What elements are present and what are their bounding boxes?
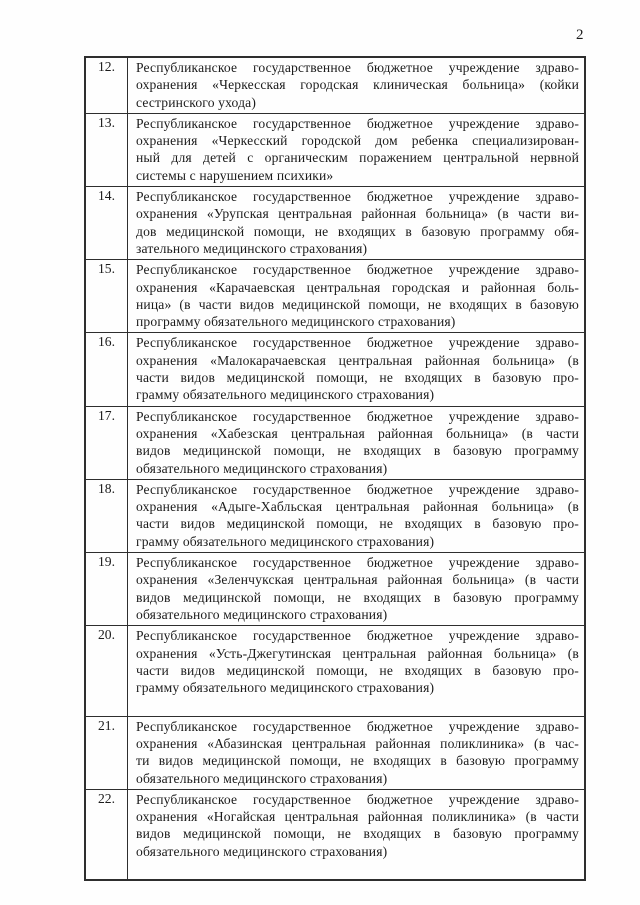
- institution-name: [128, 333, 584, 405]
- text-line: охранения «Карачаевская центральная городская и районная боль-: [136, 279, 579, 295]
- text-line: ти видов медицинской помощи, не входящих в базовую программу: [136, 753, 579, 769]
- table-row: [86, 260, 584, 333]
- text-line: Республиканское государственное бюджетное учреждение здраво-: [136, 115, 579, 131]
- text-line: обязательного медицинского страхования): [136, 460, 388, 476]
- text-line: системы с нарушением психики»: [136, 167, 334, 183]
- text-line: Республиканское государственное бюджетное учреждение здраво-: [136, 555, 579, 571]
- table-row: [86, 717, 584, 790]
- text-line: Республиканское государственное бюджетное учреждение здраво-: [136, 791, 579, 807]
- text-line: сестринского ухода): [136, 94, 257, 110]
- text-line: обязательного медицинского страхования): [136, 606, 388, 622]
- table-row: [86, 626, 584, 716]
- institution-name: [128, 480, 584, 552]
- row-number: 15.: [86, 260, 128, 332]
- text-line: Республиканское государственное бюджетное учреждение здраво-: [136, 60, 579, 75]
- text-line: охранения «Черкесская городская клиническая больница» (койки: [136, 77, 579, 93]
- table-row: [86, 58, 584, 114]
- text-line: охранения «Усть-Джегутинская центральная районная больница» (в: [136, 645, 579, 661]
- institution-name: [128, 790, 584, 879]
- text-line: ный для детей с органическим поражением центральной нервной: [136, 150, 579, 166]
- text-line: грамму обязательного медицинского страхования): [136, 387, 435, 403]
- institution-name: [128, 553, 584, 625]
- row-number: 14.: [86, 187, 128, 259]
- text-line: зательного медицинского страхования): [136, 240, 368, 256]
- text-line: части видов медицинской помощи, не входящих в базовую про-: [136, 370, 579, 386]
- text-line: части видов медицинской помощи, не входящих в базовую про-: [136, 662, 579, 678]
- institution-name: [128, 260, 584, 332]
- text-line: Республиканское государственное бюджетное учреждение здраво-: [136, 481, 579, 497]
- text-line: видов медицинской помощи, не входящих в базовую программу: [136, 443, 579, 459]
- institution-name: [128, 407, 584, 479]
- text-line: охранения «Черкесский городской дом ребенка специализирован-: [136, 133, 579, 149]
- row-number: 20.: [86, 626, 128, 715]
- text-line: видов медицинской помощи, не входящих в базовую программу: [136, 826, 579, 842]
- text-line: охранения «Урупская центральная районная больница» (в части ви-: [136, 206, 579, 222]
- institutions-table: [84, 56, 586, 881]
- text-line: охранения «Зеленчукская центральная районная больница» (в части: [136, 572, 579, 588]
- table-row: [86, 333, 584, 406]
- page-number: 2: [576, 27, 584, 43]
- row-number: 21.: [86, 717, 128, 789]
- institution-name: [128, 114, 584, 186]
- text-line: программу обязательного медицинского страхования): [136, 314, 456, 330]
- text-line: части видов медицинской помощи, не входящих в базовую про-: [136, 516, 579, 532]
- text-line: охранения «Ногайская центральная районная поликлиника» (в части: [136, 809, 579, 825]
- row-number: 13.: [86, 114, 128, 186]
- row-number: 22.: [86, 790, 128, 879]
- text-line: [136, 696, 579, 713]
- row-number: 17.: [86, 407, 128, 479]
- text-line: грамму обязательного медицинского страхования): [136, 680, 435, 696]
- institution-name: [128, 58, 584, 113]
- text-line: охранения «Абазинская центральная районная поликлиника» (в час-: [136, 735, 579, 751]
- table-row: [86, 790, 584, 879]
- table-row: [86, 553, 584, 626]
- text-line: Республиканское государственное бюджетное учреждение здраво-: [136, 628, 579, 644]
- text-line: охранения «Адыге-Хабльская центральная районная больница» (в: [136, 499, 579, 515]
- row-number: 18.: [86, 480, 128, 552]
- institution-name: [128, 717, 584, 789]
- text-line: ница» (в части видов медицинской помощи, не входящих в базовую: [136, 296, 579, 312]
- row-number: 12.: [86, 58, 128, 113]
- table-row: [86, 407, 584, 480]
- institution-name: [128, 626, 584, 715]
- table-row: [86, 480, 584, 553]
- text-line: грамму обязательного медицинского страхования): [136, 533, 435, 549]
- text-line: обязательного медицинского страхования): [136, 770, 388, 786]
- institution-name: [128, 187, 584, 259]
- text-line: [136, 860, 579, 877]
- table-row: [86, 114, 584, 187]
- text-line: Республиканское государственное бюджетное учреждение здраво-: [136, 718, 579, 734]
- text-line: дов медицинской помощи, не входящих в базовую программу обя-: [136, 223, 579, 239]
- text-line: обязательного медицинского страхования): [136, 843, 388, 859]
- row-number: 16.: [86, 333, 128, 405]
- text-line: Республиканское государственное бюджетное учреждение здраво-: [136, 335, 579, 351]
- text-line: Республиканское государственное бюджетное учреждение здраво-: [136, 262, 579, 278]
- table-row: [86, 187, 584, 260]
- text-line: охранения «Малокарачаевская центральная районная больница» (в: [136, 352, 579, 368]
- text-line: Республиканское государственное бюджетное учреждение здраво-: [136, 408, 579, 424]
- text-line: охранения «Хабезская центральная районная больница» (в части: [136, 425, 579, 441]
- row-number: 19.: [86, 553, 128, 625]
- text-line: видов медицинской помощи, не входящих в базовую программу: [136, 589, 579, 605]
- text-line: Республиканское государственное бюджетное учреждение здраво-: [136, 189, 579, 205]
